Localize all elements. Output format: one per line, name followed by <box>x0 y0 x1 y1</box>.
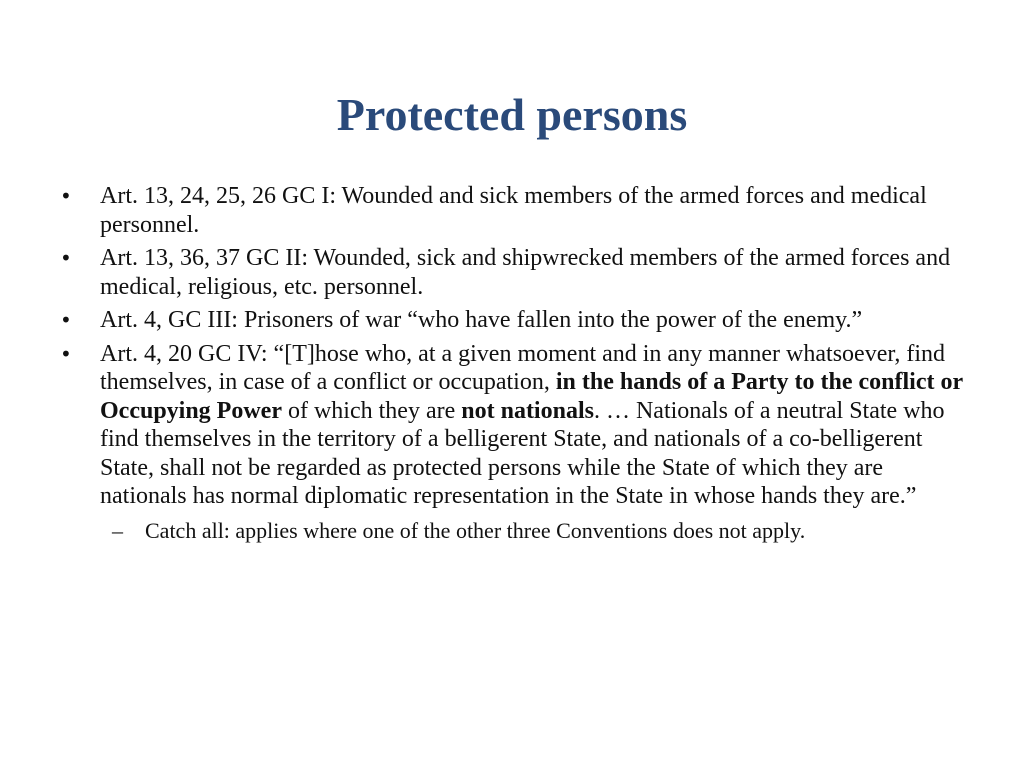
bullet-icon: • <box>60 246 72 270</box>
bullet-text: Art. 13, 24, 25, 26 GC I: Wounded and sick members of the armed forces and medical personnel. <box>100 183 927 238</box>
bullet-text-part: Art. 4, 20 GC IV: “[T]hose who, at a given moment and in any manner whatsoever, find themselves, in case of a conflict or occupation, <box>100 340 946 395</box>
bullet-text-part: . … Nationals of a neutral State who find themselves in the territory of a belligerent State, and nationals of a co-belligerent State, shall not be regarded as protected persons while the State of which they are nationals has normal diplomatic representation in the State in whose hands they are.” <box>100 397 945 509</box>
bullet-item <box>60 306 970 335</box>
bullet-item <box>60 244 970 301</box>
sub-bullet-item <box>100 517 970 544</box>
bullet-item <box>60 182 970 239</box>
bullet-text: Art. 4, GC III: Prisoners of war “who have fallen into the power of the enemy.” <box>100 307 863 333</box>
bullet-text <box>100 341 963 510</box>
bullet-text-part: of which they are <box>281 397 462 424</box>
dash-icon: – <box>112 517 123 543</box>
bullet-icon: • <box>60 308 72 332</box>
bullet-text-bold: not nationals <box>461 397 594 424</box>
sub-bullet-text: Catch all: applies where one of the other three Conventions does not apply. <box>145 517 806 543</box>
bullet-icon: • <box>60 341 72 366</box>
slide-title: Protected persons <box>336 89 688 140</box>
bullet-item <box>60 340 970 544</box>
bullet-text: Art. 13, 36, 37 GC II: Wounded, sick and shipwrecked members of the armed forces and medical, religious, etc. personnel. <box>100 245 951 300</box>
bullet-icon: • <box>60 184 72 208</box>
bullet-text-bold: in the hands of a Party to the conflict or Occupying Power <box>100 369 963 424</box>
sub-bullet-list <box>100 517 970 544</box>
bullet-list <box>60 182 970 549</box>
